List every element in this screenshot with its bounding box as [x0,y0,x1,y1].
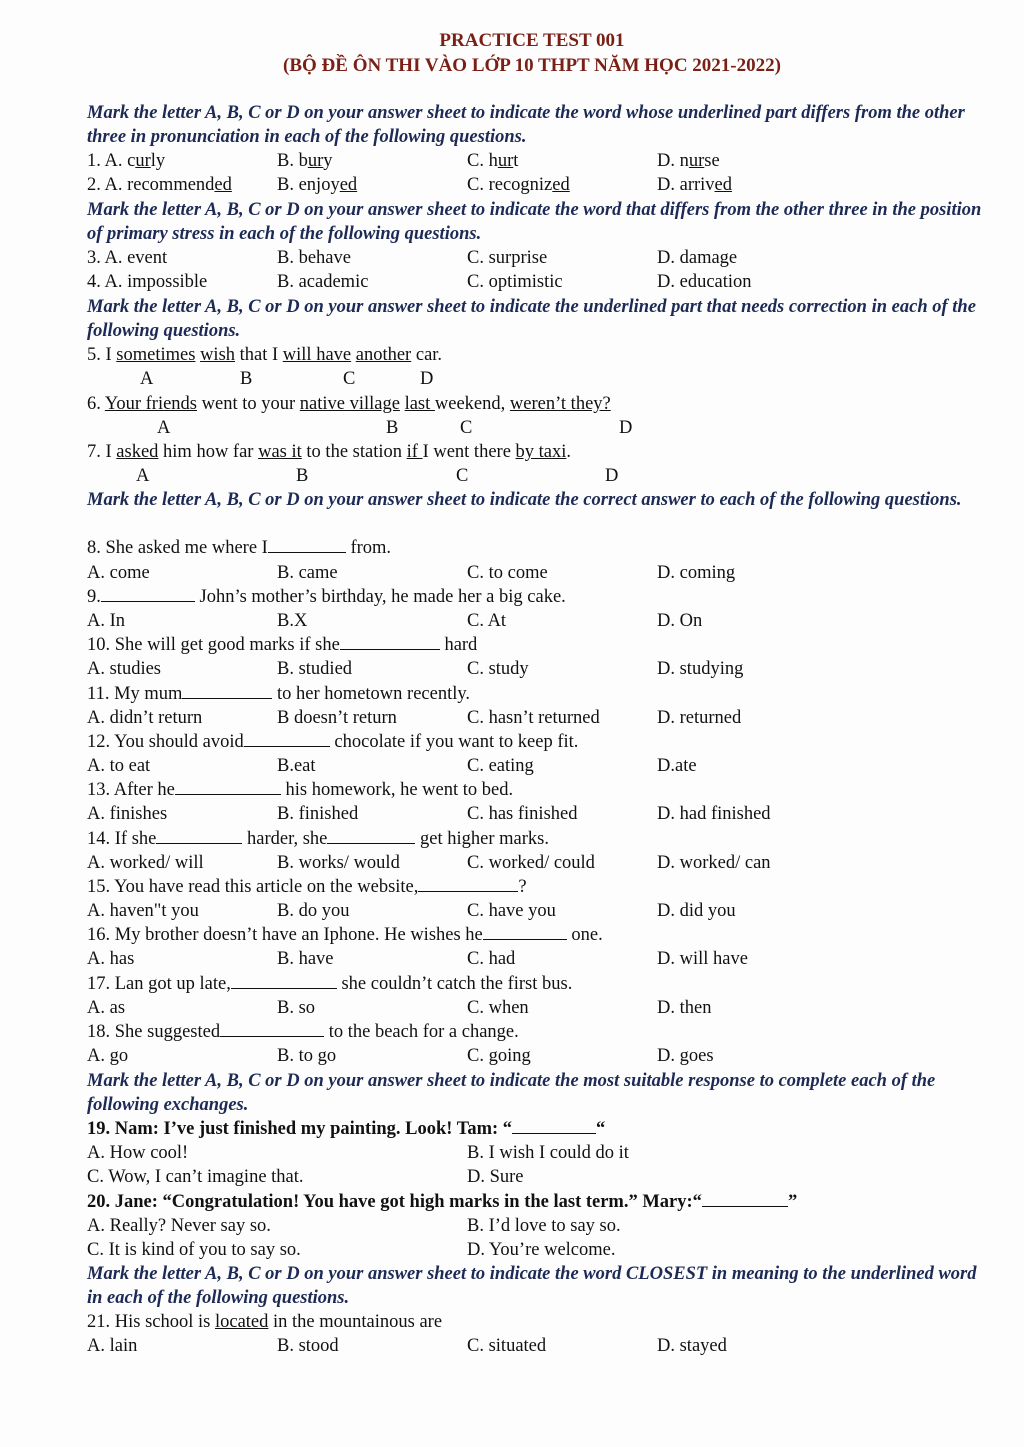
question-16-options [87,947,987,971]
option-a[interactable]: 1. A. curly [87,151,166,171]
option-c[interactable]: C. worked/ could [467,853,595,873]
option-d[interactable]: D. Sure [467,1167,524,1187]
question-17-options [87,996,987,1020]
option-d[interactable]: D. education [657,272,752,292]
option-d[interactable]: D. damage [657,248,738,268]
option-a[interactable]: A. to eat [87,756,151,776]
option-c[interactable]: C. have you [467,901,556,921]
option-d[interactable]: D. will have [657,949,748,969]
option-b[interactable]: B doesn’t return [277,708,397,728]
question-19: 19. Nam: I’ve just finished my painting. Look! Tam: “ “ [87,1119,606,1139]
question-18-options [87,1044,987,1068]
question-18: 18. She suggested to the beach for a change. [87,1022,519,1042]
question-14-options [87,851,987,875]
instruction-pronunciation: Mark the letter A, B, C or D on your answer sheet to indicate the word whose underlined part differs from the other three in pronunciation in each of the following questions. [87,103,965,147]
option-c[interactable]: C. has finished [467,804,578,824]
option-a[interactable]: A. as [87,998,126,1018]
option-b[interactable]: B. academic [277,272,369,292]
option-a[interactable]: 4. A. impossible [87,272,208,292]
option-a[interactable]: A. haven"t you [87,901,199,921]
option-c[interactable]: C. had [467,949,516,969]
question-15-options [87,899,987,923]
question-14: 14. If she harder, she get higher marks. [87,829,549,849]
question-13: 13. After he his homework, he went to bed. [87,780,514,800]
question-9: 9. John’s mother’s birthday, he made her a big cake. [87,587,566,607]
label-d: D [420,369,434,389]
option-c[interactable]: C. At [467,611,507,631]
option-a[interactable]: 2. A. recommended [87,175,232,195]
option-a[interactable]: A. In [87,611,126,631]
option-b[interactable]: B.eat [277,756,316,776]
option-d[interactable]: D. did you [657,901,736,921]
question-10: 10. She will get good marks if she hard [87,635,478,655]
label-c: C [460,418,473,438]
option-b[interactable]: B. do you [277,901,350,921]
option-c[interactable]: C. It is kind of you to say so. [87,1240,301,1260]
option-a[interactable]: A. worked/ will [87,853,204,873]
label-b: B [386,418,399,438]
option-b[interactable]: B. I wish I could do it [467,1143,629,1163]
option-c[interactable]: C. going [467,1046,531,1066]
option-a[interactable]: A. Really? Never say so. [87,1216,271,1236]
question-20-options-row2 [87,1238,987,1262]
question-12: 12. You should avoid chocolate if you want to keep fit. [87,732,579,752]
option-b[interactable]: B. have [277,949,334,969]
question-5: 5. I sometimes wish that I will have another car. [87,345,443,365]
test-title: PRACTICE TEST 001 [439,30,625,51]
option-a[interactable]: A. finishes [87,804,168,824]
test-subtitle: (BỘ ĐỀ ÔN THI VÀO LỚP 10 THPT NĂM HỌC 2021-2022) [283,55,781,76]
option-d[interactable]: D. You’re welcome. [467,1240,616,1260]
question-9-options [87,609,987,633]
option-a[interactable]: A. studies [87,659,161,679]
option-c[interactable]: C. eating [467,756,534,776]
question-11-options [87,706,987,730]
question-8: 8. She asked me where I from. [87,538,392,558]
option-a[interactable]: A. How cool! [87,1143,189,1163]
question-21-options [87,1334,987,1358]
option-b[interactable]: B.X [277,611,308,631]
option-d[interactable]: D. arrived [657,175,733,195]
label-c: C [456,466,469,486]
option-c[interactable]: C. recognized [467,175,570,195]
question-3 [87,246,987,270]
instruction-stress: Mark the letter A, B, C or D on your answer sheet to indicate the word that differs from the other three in the position of primary stress in each of the following questions. [87,200,982,244]
question-6: 6. Your friends went to your native village last weekend, weren’t they? [87,394,611,414]
option-b[interactable]: B. bury [277,151,333,171]
instruction-closest: Mark the letter A, B, C or D on your answer sheet to indicate the word CLOSEST in meaning to the underlined word in each of the following questions. [87,1264,977,1308]
option-c[interactable]: C. to come [467,563,548,583]
option-d[interactable]: D. stayed [657,1336,727,1356]
option-a[interactable]: A. has [87,949,135,969]
option-b[interactable]: B. behave [277,248,351,268]
option-b[interactable]: B. I’d love to say so. [467,1216,621,1236]
option-c[interactable]: C. surprise [467,248,548,268]
label-a: A [157,418,171,438]
question-2 [87,173,987,197]
label-d: D [619,418,633,438]
question-19-options-row1 [87,1141,987,1165]
option-b[interactable]: B. to go [277,1046,337,1066]
question-20-options-row1 [87,1214,987,1238]
option-a[interactable]: A. lain [87,1336,138,1356]
option-d[interactable]: D. nurse [657,151,720,171]
question-12-options [87,754,987,778]
option-c[interactable]: C. optimistic [467,272,563,292]
question-20: 20. Jane: “Congratulation! You have got high marks in the last term.” Mary:“ ” [87,1192,798,1212]
option-d[interactable]: D. worked/ can [657,853,771,873]
option-c[interactable]: C. Wow, I can’t imagine that. [87,1167,304,1187]
label-b: B [296,466,309,486]
option-c[interactable]: C. hurt [467,151,519,171]
option-b[interactable]: B. finished [277,804,359,824]
question-8-options [87,561,987,585]
option-d[interactable]: D. studying [657,659,744,679]
option-d[interactable]: D. had finished [657,804,771,824]
option-a[interactable]: 3. A. event [87,248,168,268]
question-16: 16. My brother doesn’t have an Iphone. He wishes he one. [87,925,603,945]
option-d[interactable]: D. goes [657,1046,714,1066]
option-b[interactable]: B. stood [277,1336,339,1356]
label-a: A [140,369,154,389]
question-7: 7. I asked him how far was it to the station if I went there by taxi. [87,442,572,462]
question-1 [87,149,987,173]
option-b[interactable]: B. came [277,563,338,583]
question-10-options [87,657,987,681]
instruction-correct-answer: Mark the letter A, B, C or D on your answer sheet to indicate the correct answer to each of the following questions. [87,490,962,510]
question-17: 17. Lan got up late, she couldn’t catch the first bus. [87,974,573,994]
label-c: C [343,369,356,389]
instruction-response: Mark the letter A, B, C or D on your answer sheet to indicate the most suitable response to complete each of the following exchanges. [87,1071,936,1115]
option-b[interactable]: B. works/ would [277,853,400,873]
option-a[interactable]: A. didn’t return [87,708,203,728]
question-19-options-row2 [87,1165,987,1189]
label-b: B [240,369,253,389]
question-11: 11. My mum to her hometown recently. [87,684,471,704]
option-b[interactable]: B. so [277,998,316,1018]
option-b[interactable]: B. studied [277,659,353,679]
option-d[interactable]: D. coming [657,563,736,583]
question-4 [87,270,987,294]
option-c[interactable]: C. when [467,998,529,1018]
label-a: A [136,466,150,486]
option-c[interactable]: C. situated [467,1336,547,1356]
option-d[interactable]: D.ate [657,756,697,776]
option-d[interactable]: D. On [657,611,703,631]
label-d: D [605,466,619,486]
option-d[interactable]: D. returned [657,708,742,728]
option-b[interactable]: B. enjoyed [277,175,358,195]
question-13-options [87,802,987,826]
question-15: 15. You have read this article on the website, ? [87,877,527,897]
option-c[interactable]: C. study [467,659,529,679]
option-a[interactable]: A. come [87,563,150,583]
question-21: 21. His school is located in the mountainous are [87,1312,443,1332]
option-d[interactable]: D. then [657,998,712,1018]
option-c[interactable]: C. hasn’t returned [467,708,600,728]
instruction-correction: Mark the letter A, B, C or D on your answer sheet to indicate the underlined part that needs correction in each of the following questions. [87,297,976,341]
option-a[interactable]: A. go [87,1046,129,1066]
